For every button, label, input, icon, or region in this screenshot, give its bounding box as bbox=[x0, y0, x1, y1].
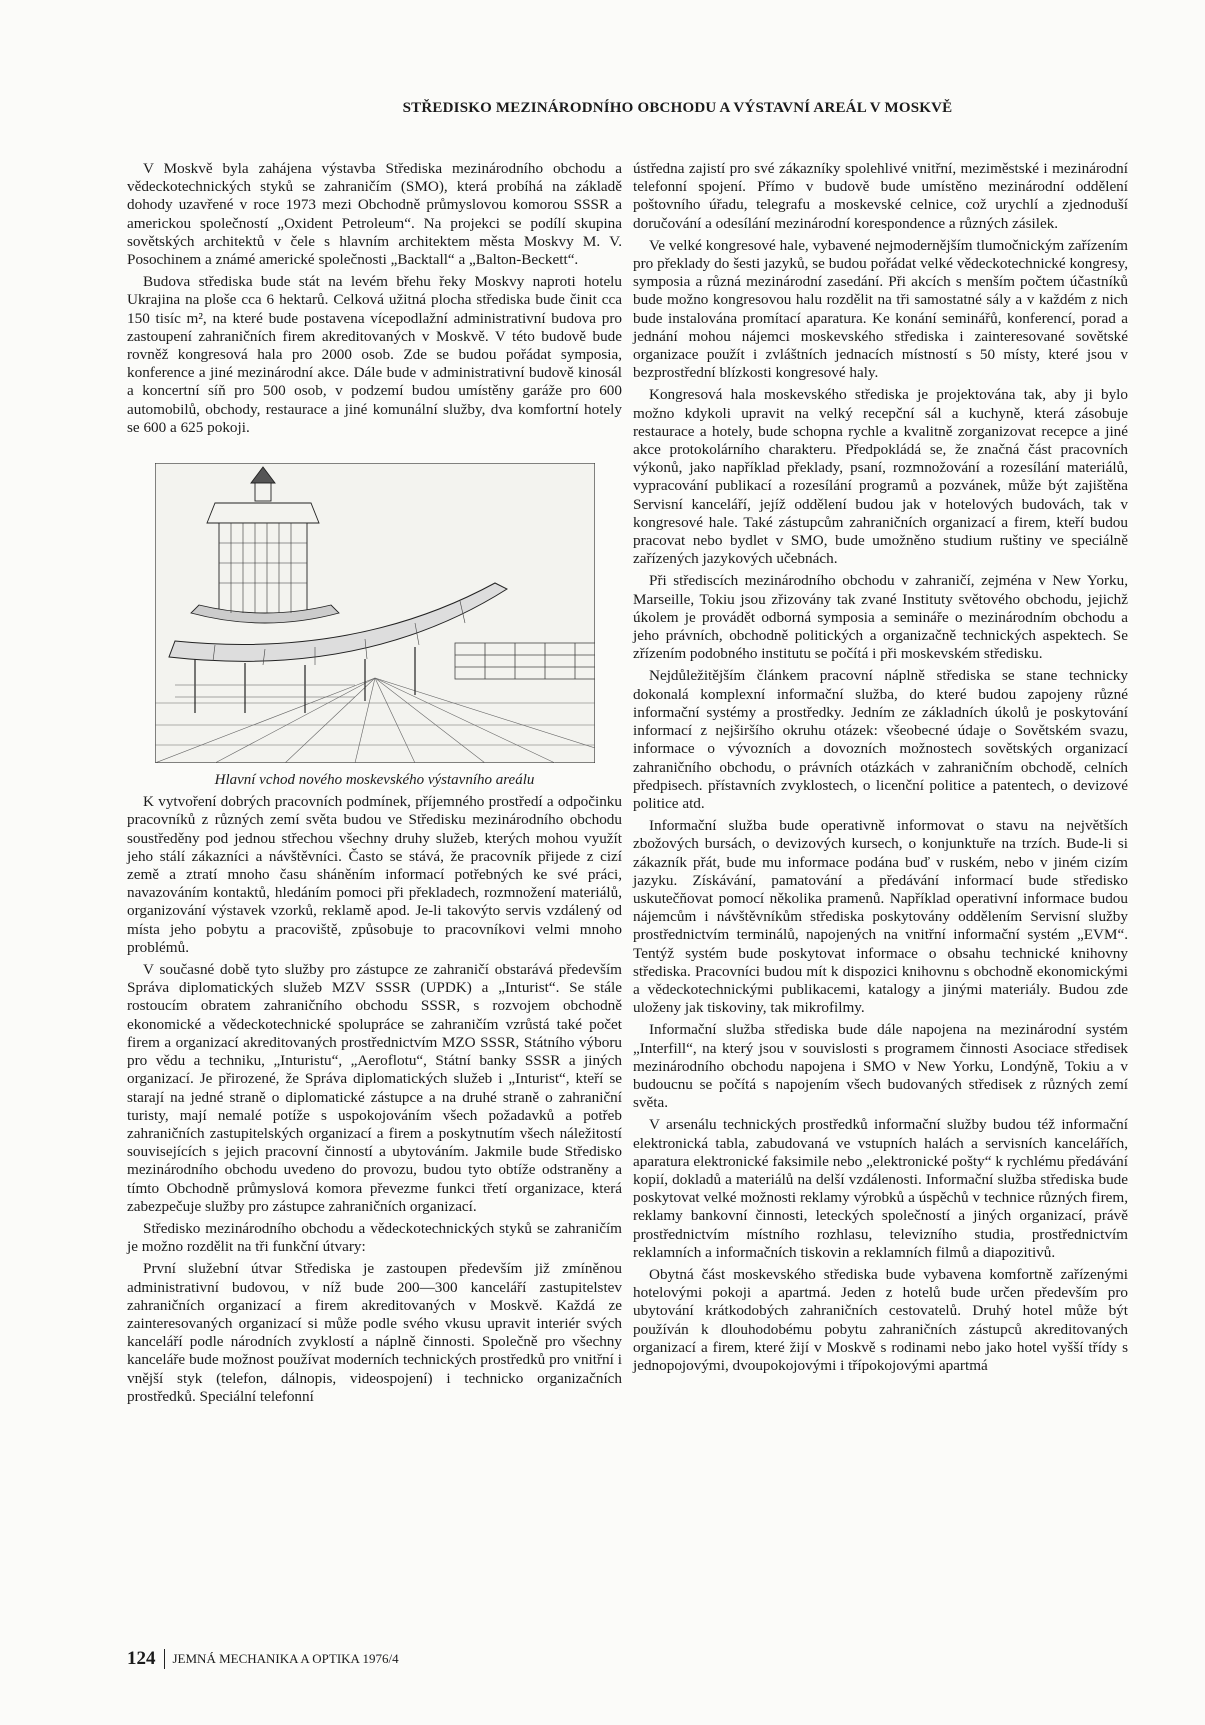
paragraph: Ve velké kongresové hale, vybavené nejmodernějším tlumočnickým zařízením pro překlady do šesti jazyků, se budou pořádat velké vědeckotechnické kongresy, symposia a různá mezinárodní zasedání. Při akcích s menším počtem účastníků bude možno kongresovou halu rozdělit na tři samostatné sály a v každém z nich bude instalována promítací aparatura. Ke konání seminářů, konferencí, porad a jednání mohou nájemci moskevského střediska i zainteresované sovětské organizace použít i zvláštních jednacích místností s 50 místy, které jsou v bezprostřední blízkosti kongresové haly. bbox=[633, 236, 1128, 382]
paragraph: Při střediscích mezinárodního obchodu v zahraničí, zejména v New Yorku, Marseille, Tokiu jsou zřizovány tak zvané Instituty světového obchodu, jejichž úkolem je provádět odborná symposia a semináře o mezinárodním obchodu a jeho právních, obchodně politických a organizačně technických aspektech. Se zřízením podobného institutu se počítá i při moskevském středisku. bbox=[633, 572, 1128, 663]
paragraph: K vytvoření dobrých pracovních podmínek, příjemného prostředí a odpočinku pracovníků z různých zemí světa budou ve Středisku mezinárodního obchodu soustředěny pod jednou střechou všechny druhy služeb, kterých mohou využít jeho stálí zákazníci a návštěvníci. Často se stává, že pracovník přijede z cizí země a ztratí mnoho času sháněním informací potřebných ke své práci, navazováním kontaktů, hledáním pomoci při překladech, rozmnožení materiálů, organizování výstavek vzorků, reklamě apod. Je-li takovýto servis vzdálený od místa jeho pobytu a pracoviště, způsobuje to pracovníkovi velmi mnoho problémů. bbox=[127, 793, 622, 956]
paragraph: Kongresová hala moskevského střediska je projektována tak, aby ji bylo možno kdykoli upravit na velký recepční sál a kuchyně, která zásobuje restaurace a hotely, bude schopna rychle a kvalitně zorganizovat recepce a jiné akce protokolárního charakteru. Předpokládá se, že značná část pracovních výkonů, jako například překlady, psaní, rozmnožování a rozesílání materiálů, vypracování publikací a rozesílání programů a pozvánek, může být zajištěna Servisní kanceláří, jejíž oddělení budou jak v hotelových budovách, tak v kongresové hale. Také zástupcům zahraničních organizací a firem, kteří budou pracovat nebo bydlet v SMO, bude umožněno studium ruštiny ve speciálně zařízených jazykových učebnách. bbox=[633, 386, 1128, 568]
page-title: STŘEDISKO MEZINÁRODNÍHO OBCHODU A VÝSTAVNÍ AREÁL V MOSKVĚ bbox=[402, 100, 953, 116]
footer-divider bbox=[164, 1649, 165, 1669]
paragraph: Budova střediska bude stát na levém břehu řeky Moskvy naproti hotelu Ukrajina na ploše cca 6 hektarů. Celková užitná plocha střediska bude činit cca 150 tisíc m², na které bude postavena vícepodlažní administrativní budova pro zastoupení zahraničních firem akreditovaných v Moskvě. V této budově bude rovněž kongresová hala pro 2000 osob. Zde se budou pořádat symposia, konference a jiné mezinárodní akce. Dále bude v administrativní budově kinosál a koncertní síň pro 500 osob, v podzemí budou umístěny garáže pro 600 automobilů, obchody, restaurace a jiné komunální služby, dva komfortní hotely se 600 a 625 pokoji. bbox=[127, 273, 622, 436]
paragraph: Středisko mezinárodního obchodu a vědeckotechnických styků se zahraničím je možno rozdělit na tři funkční útvary: bbox=[127, 1219, 622, 1256]
journal-name: JEMNÁ MECHANIKA A OPTIKA 1976/4 bbox=[172, 1651, 399, 1666]
left-column bbox=[127, 160, 622, 1410]
figure bbox=[127, 463, 622, 763]
paragraph: Informační služba bude operativně informovat o stavu na největších zbožových bursách, o devizových kursech, o konjunktuře na trzích. Bude-li si zákazník přát, bude mu informace podána buď v ruském, nebo v jiném cizím jazyku. Získávání, pamatování a předávání informací bude středisko uskutečňovat pomocí několika pramenů. Například operativní informace budou nájemcům i návštěvníkům střediska poskytovány oddělením Servisní služby prostřednictvím terminálů, napojených na vnitřní informační systém „EVM“. Tentýž systém bude poskytovat informace o obsahu technické knihovny střediska. Pracovníci budou mít k dispozici knihovnu s obchodně ekonomickými a vědeckotechnickými publikacemi, katalogy a jinými materiály. Budou zde uloženy jak tiskoviny, tak mikrofilmy. bbox=[633, 817, 1128, 1017]
paragraph: Obytná část moskevského střediska bude vybavena komfortně zařízenými hotelovými pokoji a apartmá. Jeden z hotelů bude určen především pro ubytování krátkodobých zahraničních cestovatelů. Druhý hotel může být používán k dlouhodobému pobytu zahraničních zástupců akreditovaných organizací a firem, které žijí v Moskvě s rodinami nebo jako hotel vyšší třídy s jednopojovými, dvoupokojovými i třípokojovými apartmá bbox=[633, 1265, 1128, 1374]
paragraph: Informační služba střediska bude dále napojena na mezinárodní systém „Interfill“, na který jsou v souvislosti s programem činnosti Asociace středisek mezinárodního obchodu napojena i SMO v New Yorku, Londýně, Tokiu a v budoucnu se počítá s napojením všech budovaných středisek z různých zemí světa. bbox=[633, 1021, 1128, 1112]
page-footer bbox=[127, 1648, 399, 1670]
paragraph: V arsenálu technických prostředků informační služby budou též informační elektronická tabla, zabudovaná ve vstupních halách a servisních kancelářích, aparatura elektronické faksimile nebo „elektronické pošty“ k rychlému předávání kopií, dokladů a materiálů na delší vzdálenosti. Informační služba střediska bude poskytovat velké možnosti reklamy výrobků a úspěchů v technice různých firem, reklamy bankovní činnosti, leteckých společností a jiných organizací, právě prostřednictvím místního rozhlasu, televizního studia, prostřednictvím reklamních a informačních tiskovin a reklamních filmů a diapozitivů. bbox=[633, 1116, 1128, 1261]
figure-caption: Hlavní vchod nového moskevského výstavního areálu bbox=[214, 772, 535, 789]
page-number: 124 bbox=[127, 1648, 156, 1669]
paragraph: ústředna zajistí pro své zákazníky spolehlivé vnitřní, meziměstské i mezinárodní telefonní spojení. Přímo v budově bude umístěno mezinárodní oddělení poštovního úřadu, telegrafu a moskevské celnice, což urychlí a zjednoduší doručování a odesílání mezinárodní korespondence a různých zásilek. bbox=[633, 160, 1128, 232]
paragraph: Nejdůležitějším článkem pracovní náplně střediska se stane technicky dokonalá komplexní informační služba, do které budou zapojeny různé informační systémy a prostředky. Jedním ze základních úkolů je poskytování informací z nejširšího okruhu otázek: všeobecné údaje o Sovětském svazu, informace o vývozních a dovozních možnostech sovětských organizací zahraničního obchodu, o právních otázkách v zahraničním obchodě, celních předpisech. přístavních zvyklostech, o licenční politice a patentech, o devizové politice atd. bbox=[633, 667, 1128, 812]
paragraph: První služební útvar Střediska je zastoupen především již zmíněnou administrativní budovou, v níž bude 200—300 kanceláří zastupitelstev zahraničních organizací a firem akreditovaných v Moskvě. Každá ze zainteresovaných organizací si může podle svého vkusu upravit interiér svých kanceláří podle národních zvyklostí a náplně činnosti. Společně pro všechny kanceláře bude možnost používat moderních technických prostředků pro vnitřní i vnější styk (telefon, dálnopis, videospojení) i technicko organizačních prostředků. Speciální telefonní bbox=[127, 1260, 622, 1405]
paragraph: V současné době tyto služby pro zástupce ze zahraničí obstarává především Správa diplomatických služeb MZV SSSR (UPDK) a „Inturist“. Se stále rostoucím obratem zahraničního obchodu SSSR, s rozvojem obchodně ekonomické a vědeckotechnické spolupráce se zahraničím vzrůstá také počet firem a organizací akreditovaných prostřednictvím MZO SSSR, Státního výboru pro vědu a techniku, „Inturistu“, „Aeroflotu“, Státní banky SSSR a jiných organizací. Je přirozené, že Správa diplomatických služeb i „Inturist“, kteří se starají na jedné straně o diplomatické zástupce a na druhé straně o zahraniční turisty, mají nemalé potíže s uspokojováním všech požadavků a potřeb zahraničních zastupitelských organizací a firem a poskytnutím všech náležitostí souvisejících s jejich pracovní činností a ubytováním. Jakmile bude Středisko mezinárodního obchodu uvedeno do provozu, budou tyto obtíže odstraněny a tímto Obchodně průmyslová komora převezme funkci třetí organizace, která zabezpečuje služby pro zástupce zahraničních organizací. bbox=[127, 961, 622, 1215]
paragraph: V Moskvě byla zahájena výstavba Střediska mezinárodního obchodu a vědeckotechnických styků se zahraničím (SMO), která probíhá na základě dohody uzavřené v roce 1973 mezi Obchodně průmyslovou komorou SSSR a americkou společností „Oxident Petroleum“. Na projekci se podílí skupina sovětských architektů v čele s hlavním architektem města Moskvy M. V. Posochinem a známé americké společnosti „Backtall“ a „Balton-Beckett“. bbox=[127, 160, 622, 269]
building-entrance-illustration bbox=[155, 463, 595, 763]
right-column bbox=[633, 160, 1128, 1379]
